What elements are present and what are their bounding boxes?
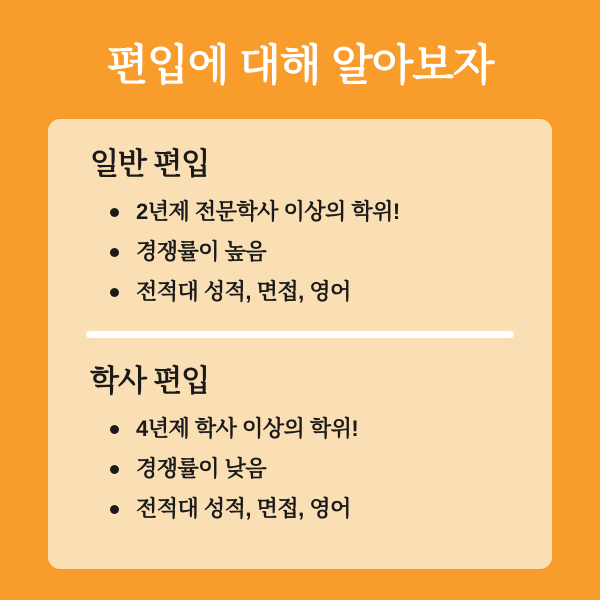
list-item xyxy=(136,458,522,480)
list-item xyxy=(136,241,522,263)
section-general-transfer xyxy=(78,143,522,303)
page-title: 편입에 대해 알아보자 xyxy=(106,42,494,90)
bullet-dot-icon xyxy=(110,208,119,217)
section-bachelor-transfer xyxy=(78,360,522,520)
bullet-dot-icon xyxy=(110,288,119,297)
list-item-label: 전적대 성적, 면접, 영어 xyxy=(136,279,351,305)
content-card xyxy=(48,119,552,569)
bullet-dot-icon xyxy=(110,425,119,434)
list-item xyxy=(136,498,522,520)
list-item-label: 전적대 성적, 면접, 영어 xyxy=(136,496,351,522)
section-heading: 일반 편입 xyxy=(90,148,210,182)
bullet-dot-icon xyxy=(110,505,119,514)
list-item-label: 경쟁률이 낮음 xyxy=(136,456,267,482)
list-item xyxy=(136,201,522,223)
divider xyxy=(86,331,514,338)
list-item-label: 2년제 전문학사 이상의 학위! xyxy=(136,199,400,225)
bullet-dot-icon xyxy=(110,465,119,474)
bullet-dot-icon xyxy=(110,248,119,257)
list-item-label: 경쟁률이 높음 xyxy=(136,239,267,265)
list-item-label: 4년제 학사 이상의 학위! xyxy=(136,416,359,442)
bullet-list xyxy=(78,201,522,303)
bullet-list xyxy=(78,418,522,520)
section-heading: 학사 편입 xyxy=(90,365,210,399)
list-item xyxy=(136,418,522,440)
list-item xyxy=(136,281,522,303)
